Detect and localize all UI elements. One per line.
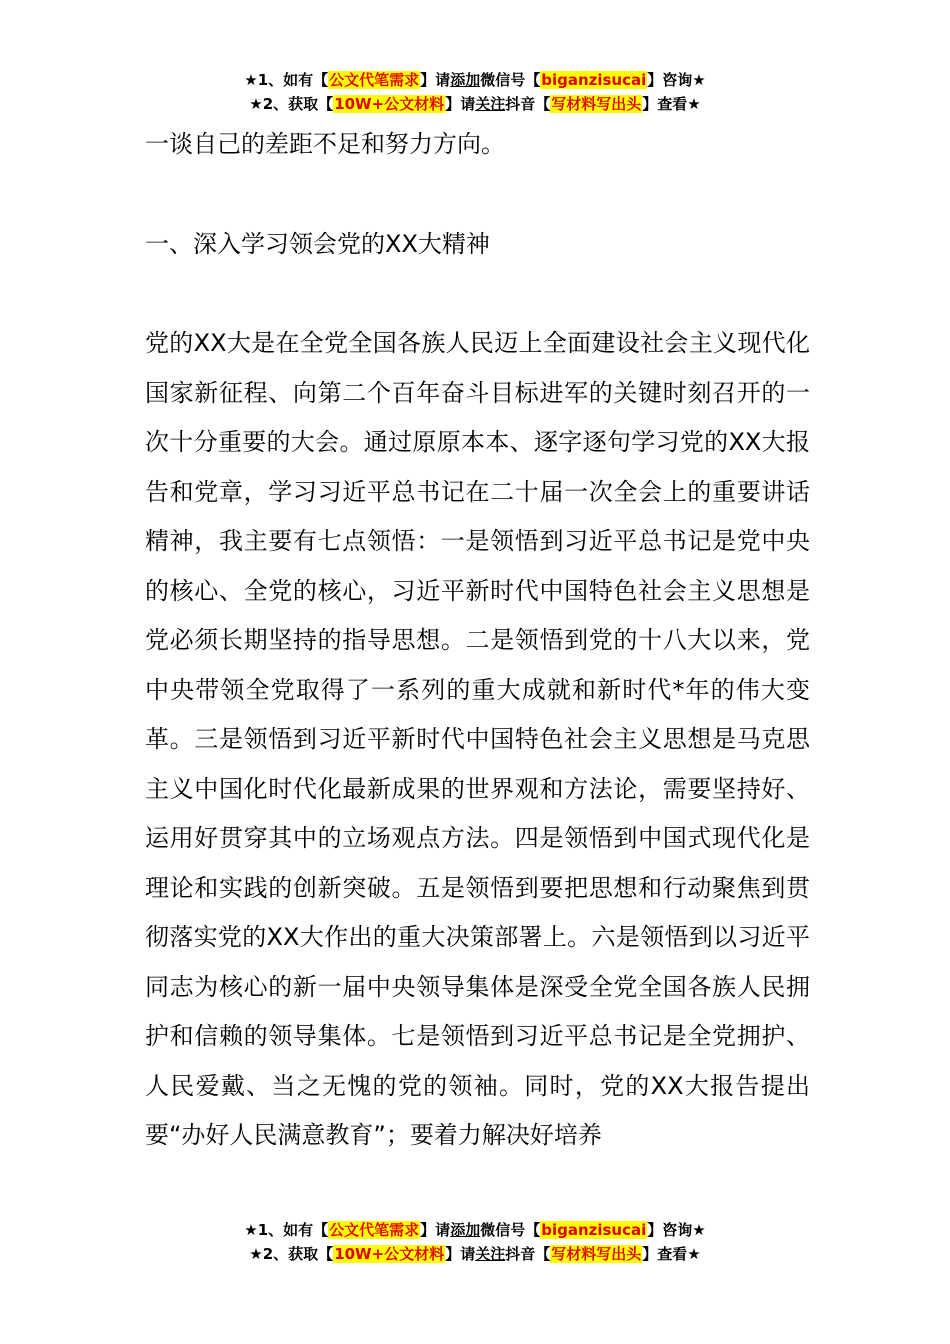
banner-line-1: ★1、如有【公文代笔需求】请添加微信号【biganzisucai】咨询★ (244, 71, 706, 89)
header-banner (0, 68, 950, 116)
body-paragraph: 党的XX大是在全党全国各族人民迈上全面建设社会主义现代化国家新征程、向第二个百年奋斗目标进军的关键时刻召开的一次十分重要的大会。通过原原本本、逐字逐句学习党的XX大报告和党章，学习习近平总书记在二十届一次全会上的重要讲话精神，我主要有七点领悟：一是领悟到习近平总书记是党中央的核心、全党的核心，习近平新时代中国特色社会主义思想是党必须长期坚持的指导思想。二是领悟到党的十八大以来，党中央带领全党取得了一系列的重大成就和新时代*年的伟大变革。三是领悟到习近平新时代中国特色社会主义思想是马克思主义中国化时代化最新成果的世界观和方法论，需要坚持好、运用好贯穿其中的立场观点方法。四是领悟到中国式现代化是理论和实践的创新突破。五是领悟到要把思想和行动聚焦到贯彻落实党的XX大作出的重大决策部署上。六是领悟到以习近平同志为核心的新一届中央领导集体是深受全党全国各族人民拥护和信赖的领导集体。七是领悟到习近平总书记是全党拥护、人民爱戴、当之无愧的党的领袖。同时，党的XX大报告提出要“办好人民满意教育”；要着力解决好培养 (145, 329, 810, 1149)
footer-highlight-service: 公文代笔需求 (329, 1221, 420, 1239)
footer-banner (0, 1218, 950, 1266)
banner-highlight-wechat: biganzisucai (541, 71, 647, 89)
section-heading: 一、深入学习领会党的XX大精神 (145, 229, 490, 258)
document-body (145, 120, 810, 1161)
banner-highlight-service: 公文代笔需求 (329, 71, 420, 89)
banner-highlight-materials: 10W+公文材料 (334, 95, 445, 113)
footer-highlight-materials: 10W+公文材料 (334, 1245, 445, 1263)
banner-line-2: ★2、获取【10W+公文材料】请关注抖音【写材料写出头】查看★ (249, 95, 701, 113)
footer-highlight-douyin: 写材料写出头 (551, 1245, 642, 1263)
footer-banner-line-2: ★2、获取【10W+公文材料】请关注抖音【写材料写出头】查看★ (249, 1245, 701, 1263)
footer-banner-line-1: ★1、如有【公文代笔需求】请添加微信号【biganzisucai】咨询★ (244, 1221, 706, 1239)
footer-highlight-wechat: biganzisucai (541, 1221, 647, 1239)
intro-line: 一谈自己的差距不足和努力方向。 (145, 130, 505, 158)
banner-highlight-douyin: 写材料写出头 (551, 95, 642, 113)
